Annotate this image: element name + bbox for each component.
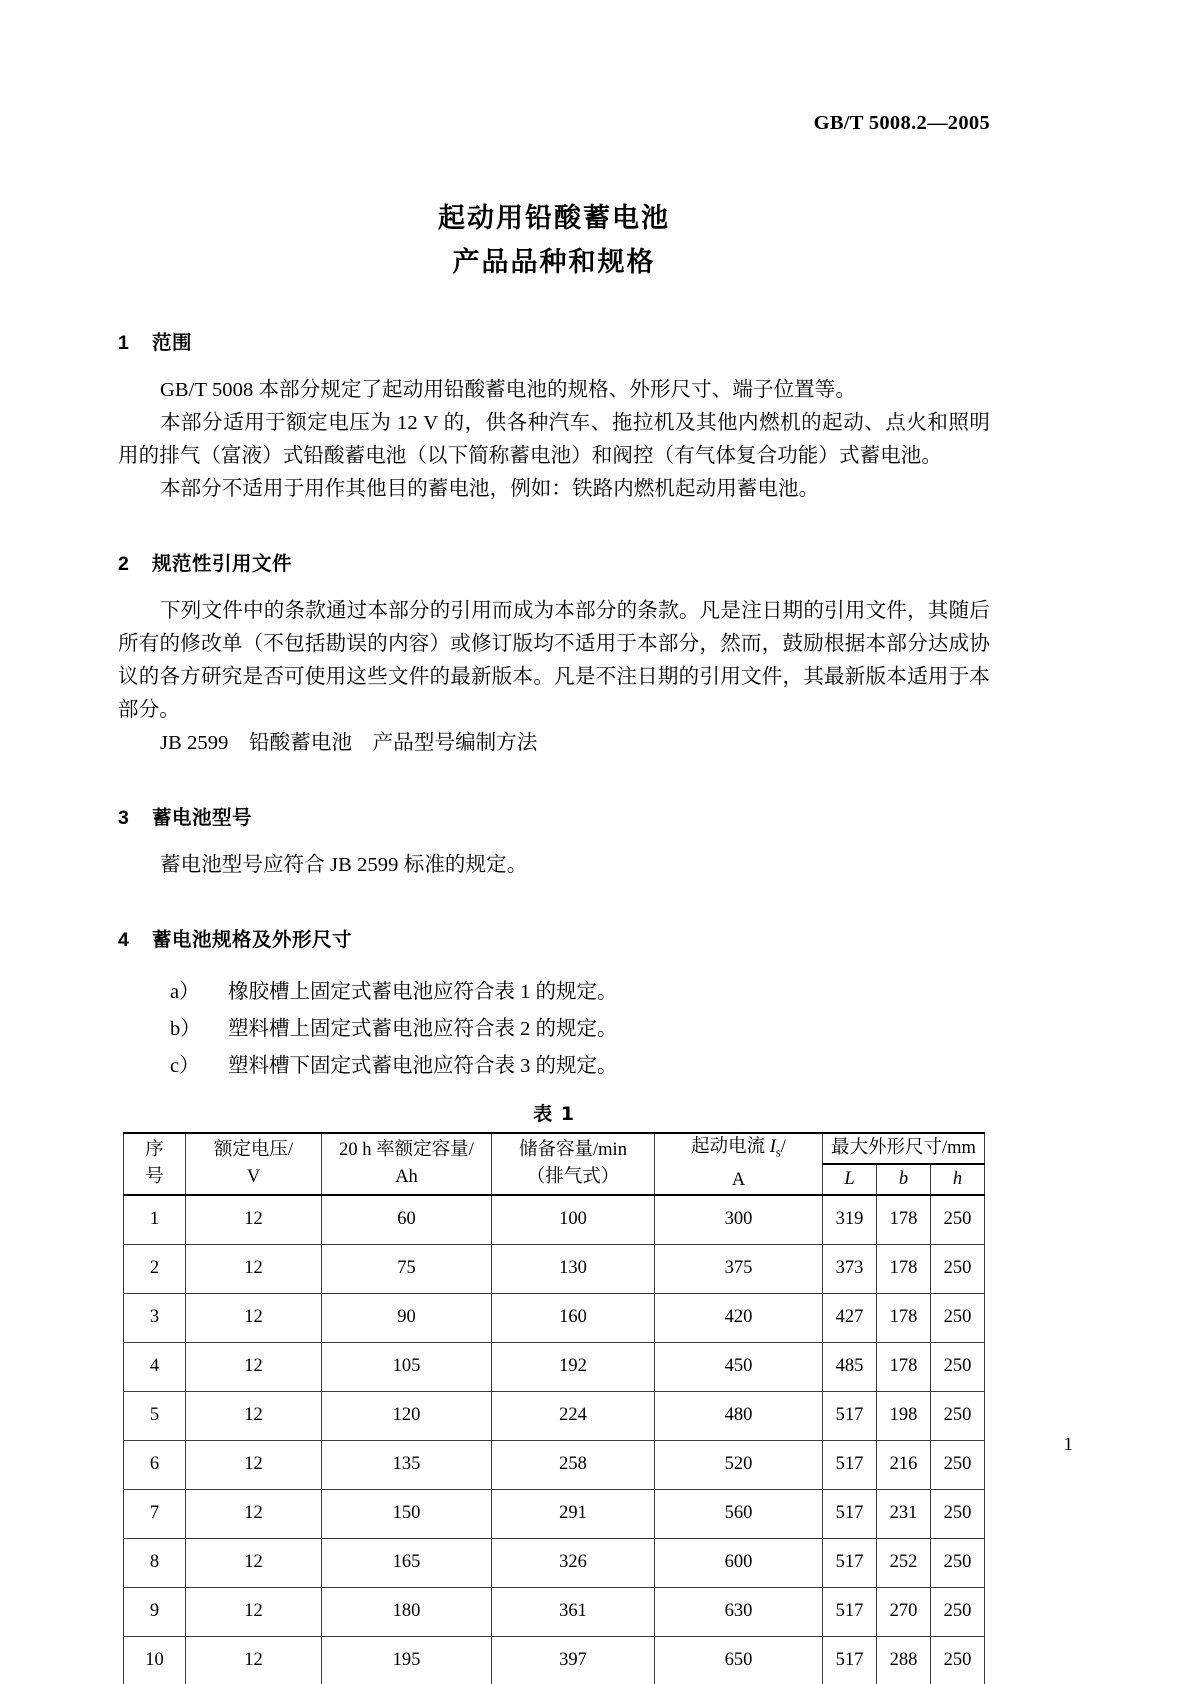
cell-rated-voltage: 12 [186, 1195, 322, 1245]
cell-reserve-capacity: 224 [492, 1391, 655, 1440]
cell-dimension-height: 250 [931, 1489, 985, 1538]
cell-rated-capacity: 165 [322, 1538, 492, 1587]
cell-starting-current: 450 [655, 1342, 823, 1391]
column-header-rated-voltage: 额定电压/ V [186, 1133, 322, 1195]
cell-sequence: 8 [124, 1538, 186, 1587]
cell-sequence: 1 [124, 1195, 186, 1245]
clause-number-2: 2 [118, 553, 130, 575]
cell-starting-current: 375 [655, 1244, 823, 1293]
cell-dimension-width: 178 [877, 1342, 931, 1391]
list-item [118, 1048, 990, 1085]
cell-rated-capacity: 90 [322, 1293, 492, 1342]
cell-dimension-width: 288 [877, 1636, 931, 1684]
clause-1-paragraph-3: 本部分不适用于用作其他目的蓄电池，例如：铁路内燃机起动用蓄电池。 [160, 478, 820, 500]
clause-heading-3 [118, 806, 990, 830]
clause-number-4: 4 [118, 929, 130, 951]
list-item-marker: c） [170, 1055, 200, 1077]
clause-heading-4 [118, 928, 990, 952]
clause-3-paragraph-1: 蓄电池型号应符合 JB 2599 标准的规定。 [160, 854, 528, 876]
column-header-rated-capacity: 20 h 率额定容量/ Ah [322, 1133, 492, 1195]
cell-dimension-length: 517 [823, 1538, 877, 1587]
cell-dimension-height: 250 [931, 1636, 985, 1684]
cell-reserve-capacity: 160 [492, 1293, 655, 1342]
clause-title-4: 蓄电池规格及外形尺寸 [152, 928, 353, 951]
cell-reserve-capacity: 130 [492, 1244, 655, 1293]
table-row [124, 1538, 985, 1587]
cell-dimension-length: 517 [823, 1587, 877, 1636]
table-row [124, 1636, 985, 1684]
clause-heading-1 [118, 331, 990, 355]
cell-rated-capacity: 150 [322, 1489, 492, 1538]
cell-dimension-length: 517 [823, 1489, 877, 1538]
page-content [118, 0, 990, 1684]
table-row [124, 1244, 985, 1293]
cell-rated-voltage: 12 [186, 1391, 322, 1440]
cell-dimension-width: 178 [877, 1244, 931, 1293]
cell-dimension-height: 250 [931, 1587, 985, 1636]
cell-starting-current: 630 [655, 1587, 823, 1636]
table-body [124, 1195, 985, 1684]
column-header-dimension-length: L [823, 1164, 877, 1195]
cell-reserve-capacity: 100 [492, 1195, 655, 1245]
cell-dimension-length: 319 [823, 1195, 877, 1245]
cell-starting-current: 420 [655, 1293, 823, 1342]
title-line-1: 起动用铅酸蓄电池 [438, 203, 670, 234]
column-header-reserve-capacity: 储备容量/min （排气式） [492, 1133, 655, 1195]
cell-dimension-width: 178 [877, 1195, 931, 1245]
list-item [118, 974, 990, 1011]
cell-dimension-height: 250 [931, 1342, 985, 1391]
cell-sequence: 2 [124, 1244, 186, 1293]
cell-starting-current: 560 [655, 1489, 823, 1538]
cell-rated-capacity: 120 [322, 1391, 492, 1440]
cell-rated-capacity: 60 [322, 1195, 492, 1245]
cell-starting-current: 480 [655, 1391, 823, 1440]
cell-dimension-width: 216 [877, 1440, 931, 1489]
cell-dimension-height: 250 [931, 1391, 985, 1440]
cell-dimension-height: 250 [931, 1538, 985, 1587]
cell-rated-voltage: 12 [186, 1636, 322, 1684]
table-row [124, 1440, 985, 1489]
cell-rated-capacity: 105 [322, 1342, 492, 1391]
cell-rated-voltage: 12 [186, 1440, 322, 1489]
cell-reserve-capacity: 326 [492, 1538, 655, 1587]
clause-1-paragraph-2: 本部分适用于额定电压为 12 V 的，供各种汽车、拖拉机及其他内燃机的起动、点火和照明用的排气（富液）式铅酸蓄电池（以下简称蓄电池）和阀控（有气体复合功能）式蓄电池。 [118, 412, 990, 467]
clause-2-reference-jb2599: JB 2599 铅酸蓄电池 产品型号编制方法 [160, 732, 538, 754]
cell-dimension-height: 250 [931, 1440, 985, 1489]
cell-sequence: 3 [124, 1293, 186, 1342]
cell-starting-current: 300 [655, 1195, 823, 1245]
cell-reserve-capacity: 258 [492, 1440, 655, 1489]
clause-number-3: 3 [118, 807, 130, 829]
title-line-2: 产品品种和规格 [452, 247, 656, 278]
starting-current-label: 起动电流 $I_s/$ [691, 1137, 786, 1160]
cell-dimension-length: 517 [823, 1391, 877, 1440]
column-header-starting-current: 起动电流 $I_s/$ A [655, 1133, 823, 1195]
page-title [118, 197, 990, 285]
table-row [124, 1587, 985, 1636]
cell-dimension-length: 485 [823, 1342, 877, 1391]
table-row [124, 1391, 985, 1440]
cell-rated-voltage: 12 [186, 1538, 322, 1587]
cell-dimension-length: 427 [823, 1293, 877, 1342]
column-header-dimension-width: b [877, 1164, 931, 1195]
column-header-dimension-height: h [931, 1164, 985, 1195]
clause-title-1: 范围 [152, 331, 193, 354]
cell-dimension-length: 517 [823, 1440, 877, 1489]
table-row [124, 1195, 985, 1245]
cell-dimension-width: 198 [877, 1391, 931, 1440]
cell-starting-current: 520 [655, 1440, 823, 1489]
cell-rated-capacity: 135 [322, 1440, 492, 1489]
clause-title-3: 蓄电池型号 [152, 806, 253, 829]
specification-table [123, 1132, 985, 1684]
cell-rated-capacity: 195 [322, 1636, 492, 1684]
cell-reserve-capacity: 397 [492, 1636, 655, 1684]
column-header-sequence: 序 号 [124, 1133, 186, 1195]
table-caption: 表 1 [533, 1103, 575, 1125]
list-item-text: 橡胶槽上固定式蓄电池应符合表 1 的规定。 [228, 981, 618, 1003]
cell-reserve-capacity: 192 [492, 1342, 655, 1391]
list-item-marker: a） [170, 981, 200, 1003]
table-row [124, 1293, 985, 1342]
cell-rated-capacity: 75 [322, 1244, 492, 1293]
list-item [118, 1011, 990, 1048]
cell-dimension-length: 517 [823, 1636, 877, 1684]
cell-dimension-height: 250 [931, 1244, 985, 1293]
cell-sequence: 6 [124, 1440, 186, 1489]
cell-starting-current: 600 [655, 1538, 823, 1587]
clause-2-paragraph-1: 下列文件中的条款通过本部分的引用而成为本部分的条款。凡是注日期的引用文件，其随后所有的修改单（不包括勘误的内容）或修订版均不适用于本部分，然而，鼓励根据本部分达成协议的各方研究是否可使用这些文件的最新版本。凡是不注日期的引用文件，其最新版本适用于本部分。 [118, 600, 990, 721]
cell-rated-voltage: 12 [186, 1293, 322, 1342]
cell-sequence: 9 [124, 1587, 186, 1636]
list-item-marker: b） [170, 1018, 201, 1040]
table-header [124, 1133, 985, 1195]
cell-dimension-length: 373 [823, 1244, 877, 1293]
clause-title-2: 规范性引用文件 [152, 552, 293, 575]
cell-reserve-capacity: 291 [492, 1489, 655, 1538]
cell-dimension-height: 250 [931, 1195, 985, 1245]
cell-rated-voltage: 12 [186, 1244, 322, 1293]
cell-sequence: 4 [124, 1342, 186, 1391]
page-number: 1 [1063, 1434, 1073, 1455]
table-header-row-1 [124, 1133, 985, 1164]
cell-reserve-capacity: 361 [492, 1587, 655, 1636]
table-row [124, 1489, 985, 1538]
cell-rated-voltage: 12 [186, 1587, 322, 1636]
table-row [124, 1342, 985, 1391]
cell-dimension-height: 250 [931, 1293, 985, 1342]
clause-4-list [118, 974, 990, 1085]
cell-sequence: 5 [124, 1391, 186, 1440]
cell-rated-voltage: 12 [186, 1489, 322, 1538]
column-header-max-dimensions-group: 最大外形尺寸/mm [823, 1133, 985, 1164]
cell-sequence: 7 [124, 1489, 186, 1538]
list-item-text: 塑料槽上固定式蓄电池应符合表 2 的规定。 [228, 1018, 618, 1040]
cell-starting-current: 650 [655, 1636, 823, 1684]
clause-1-paragraph-1: GB/T 5008 本部分规定了起动用铅酸蓄电池的规格、外形尺寸、端子位置等。 [160, 379, 856, 401]
cell-dimension-width: 252 [877, 1538, 931, 1587]
list-item-text: 塑料槽下固定式蓄电池应符合表 3 的规定。 [228, 1055, 618, 1077]
cell-rated-capacity: 180 [322, 1587, 492, 1636]
cell-dimension-width: 231 [877, 1489, 931, 1538]
running-head-standard-number: GB/T 5008.2—2005 [813, 112, 990, 134]
cell-rated-voltage: 12 [186, 1342, 322, 1391]
clause-number-1: 1 [118, 332, 130, 354]
cell-dimension-width: 178 [877, 1293, 931, 1342]
clause-heading-2 [118, 552, 990, 576]
cell-dimension-width: 270 [877, 1587, 931, 1636]
cell-sequence: 10 [124, 1636, 186, 1684]
